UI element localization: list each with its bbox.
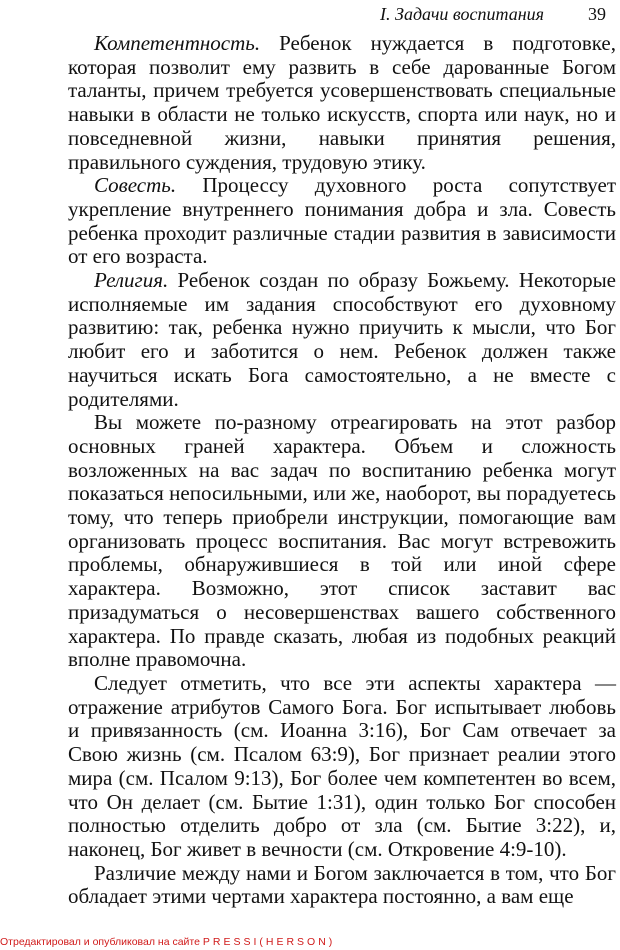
page-number: 39 <box>588 4 606 24</box>
paragraph-attributes: Следует отметить, что все эти аспекты характера — отражение атрибутов Самого Бога. Бог испытывает любовь и привязанность (см. Иоанна 3:16), Бог Сам отвечает за Свою жизнь (см. Псалом 63:9), Бог признает реалии этого мира (см. Псалом 9:13), Бог более чем компетентен во всем, что Он делает (см. Бытие 1:31), один только Бог способен полностью отделить добро от зла (см. Бытие 3:22), и, наконец, Бог живет в вечности (см. Откровение 4:9-10). <box>68 670 616 861</box>
paragraph-religion-text: Ребенок создан по образу Божьему. Некоторые исполняемые им задания способствуют его духовному развитию: так, ребенка нужно приучить к мысли, что Бог любит его и заботится о нем. Ребенок должен также научиться искать Бога самостоятельно, а не вместе с родителями. <box>68 268 616 411</box>
term-competence: Компетентность. <box>94 31 261 55</box>
paragraph-reactions: Вы можете по-разному отреагировать на этот разбор основных граней характера. Объем и сложность возложенных на вас задач по воспитанию ребенка могут показаться непосильными, или же, наоборот, вы порадуетесь тому, что теперь приобрели инструкции, помогающие вам организовать процесс воспитания. Вас могут встревожить проблемы, обнаружившиеся в той или иной сфере характера. Возможно, этот список заставит вас призадуматься о несовершенствах вашего собственного характера. По правде сказать, любая из подобных реакций вполне правомочна. <box>68 410 616 672</box>
paragraph-competence <box>68 32 616 174</box>
paragraph-competence-text: Ребенок нуждается в подготовке, которая позволит ему развить в себе дарованные Богом таланты, причем требуется усовершенствовать специальные навыки в области не только искусств, спорта или наук, но и повседневной жизни, навыки принятия решения, правильного суждения, трудовую этику. <box>68 31 616 174</box>
paragraph-conscience <box>68 174 616 269</box>
paragraph-difference: Различие между нами и Богом заключается в том, что Бог обладает этими чертами характера постоянно, а вам еще <box>68 860 616 909</box>
paragraph-conscience-text: Процессу духовного роста сопутствует укрепление внутреннего понимания добра и зла. Совесть ребенка проходит различные стадии развития в зависимости от его возраста. <box>68 173 616 269</box>
publisher-watermark <box>0 936 335 948</box>
running-header <box>0 3 620 27</box>
paragraph-religion <box>68 269 616 411</box>
term-religion: Религия. <box>94 268 169 293</box>
chapter-title: I. Задачи воспитания <box>380 4 544 24</box>
watermark-note: Отредактировал и опубликовал на сайте <box>0 936 203 948</box>
watermark-brand: PRESSI(HERSON) <box>202 936 336 948</box>
term-conscience: Совесть. <box>94 173 177 198</box>
page-body <box>68 32 616 909</box>
